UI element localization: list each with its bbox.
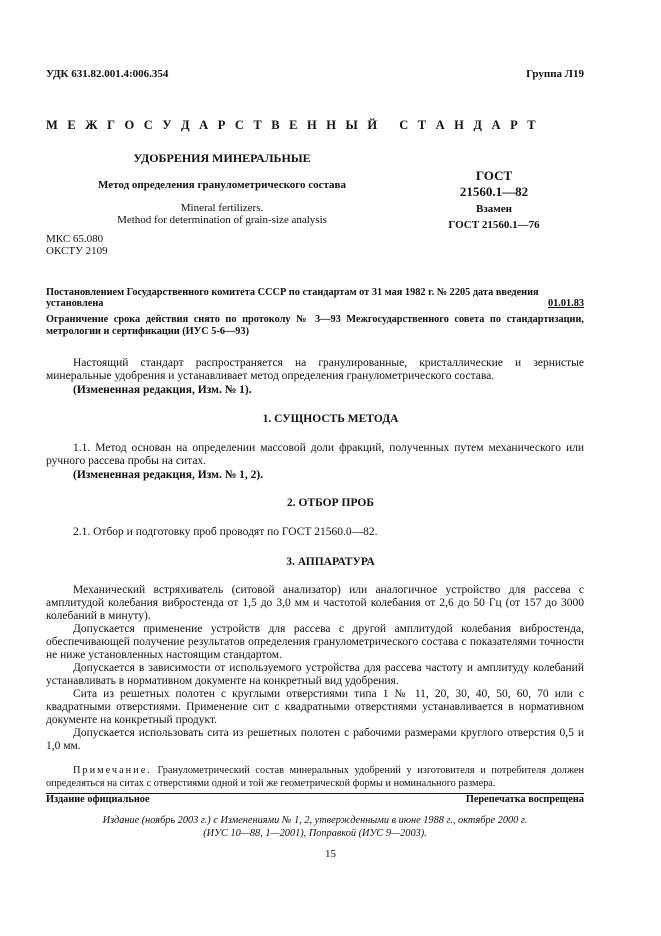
edition-info-1: Издание (ноябрь 2003 г.) с Изменениями № 1, 2, утвержденными в июне 1988 г., октябре 2000 г. xyxy=(102,815,528,826)
official-edition: Издание официальное xyxy=(46,794,150,805)
udc-code: УДК 631.82.001.4:006.354 xyxy=(46,68,169,80)
mks-code: МКС 65.080 xyxy=(46,233,104,245)
section-2-heading: 2. ОТБОР ПРОБ xyxy=(287,497,374,509)
section-3-note xyxy=(46,765,584,790)
title-en-1: Mineral fertilizers. xyxy=(180,202,264,214)
note-label: Примечание. xyxy=(73,765,152,776)
section-3-para-5: Допускается использовать сита из решетных полотен с рабочими размерами круглого отверстия 0,5 и 1,0 мм. xyxy=(46,727,584,753)
note-text: Гранулометрический состав минеральных удобрений у изготовителя и потребителя должен определяться на ситах с отверстиями одной и той же геометрической формы и номинального размера. xyxy=(46,765,585,789)
interstate-standard-banner: М Е Ж Г О С У Д А Р С Т В Е Н Н Ы Й С Т А Н Д А Р Т xyxy=(46,118,539,132)
section-2-text: 2.1. Отбор и подготовку проб проводят по ГОСТ 21560.0—82. xyxy=(73,526,378,538)
gost-number: 21560.1—82 xyxy=(459,184,529,199)
title-ru: УДОБРЕНИЯ МИНЕРАЛЬНЫЕ xyxy=(133,151,311,165)
okstu-code: ОКСТУ 2109 xyxy=(46,245,108,257)
replaces-label: Взамен xyxy=(476,203,512,215)
decree-line-2: установлена xyxy=(46,298,104,309)
decree-date: 01.01.83 xyxy=(547,298,584,309)
intro-text: Настоящий стандарт распространяется на гранулированные, кристаллические и зернистые минеральные удобрения и устанавливает метод определения гранулометрического состава. xyxy=(46,357,584,383)
edition-info-2: (ИУС 10—88, 1—2001), Поправкой (ИУС 9—2003). xyxy=(203,828,427,839)
section-3-para-3: Допускается в зависимости от используемого устройства для рассева частоту и амплитуду колебаний устанавливать в нормативном документе на конкретный вид удобрения. xyxy=(46,662,584,688)
group-code: Группа Л19 xyxy=(526,68,584,80)
section-1-text: 1.1. Метод основан на определении массовой доли фракций, полученных путем механического или ручного рассева пробы на ситах. xyxy=(46,442,584,468)
replaces-number: ГОСТ 21560.1—76 xyxy=(448,219,540,231)
reprint-prohibited: Перепечатка воспрещена xyxy=(465,794,584,805)
subtitle-ru: Метод определения гранулометрического состава xyxy=(98,179,346,191)
restriction-note: Ограничение срока действия снято по протоколу № 3—93 Межгосударственного совета по стандартизации, метрологии и сертификации (ИУС 5-6—93) xyxy=(46,314,584,337)
section-1-amendment: (Измененная редакция, Изм. № 1, 2). xyxy=(73,469,264,481)
page-number: 15 xyxy=(325,848,336,860)
section-3-para-2: Допускается применение устройств для рассева с другой амплитудой колебания вибростенда, обеспечивающей получение результатов определения гранулометрического состава с показателями точности не ниже установленных настоящим стандартом. xyxy=(46,623,584,662)
section-1-heading: 1. СУЩНОСТЬ МЕТОДА xyxy=(262,413,399,425)
intro-amendment: (Измененная редакция, Изм. № 1). xyxy=(73,384,252,396)
decree-line-1: Постановлением Государственного комитета СССР по стандартам от 31 мая 1982 г. № 2205 дата введения xyxy=(46,287,539,298)
section-3-para-4: Сита из решетных полотен с круглыми отверстиями типа 1 № 11, 20, 30, 40, 50, 60, 70 или с квадратными отверстиями. Применение сит с квадратными отверстиями устанавливается в нормативном документе на конкретный продукт. xyxy=(46,688,584,727)
title-en-2: Method for determination of grain-size analysis xyxy=(117,214,327,226)
section-3-heading: 3. АППАРАТУРА xyxy=(286,556,375,568)
gost-label: ГОСТ xyxy=(475,168,513,183)
section-3-para-1: Механический встряхиватель (ситовой анализатор) или аналогичное устройство для рассева с амплитудой колебания вибростенда от 1,5 до 3,0 мм и частотой колебания от 2,6 до 50 Гц (от 157 до 3000 колебаний в минуту). xyxy=(46,584,584,623)
